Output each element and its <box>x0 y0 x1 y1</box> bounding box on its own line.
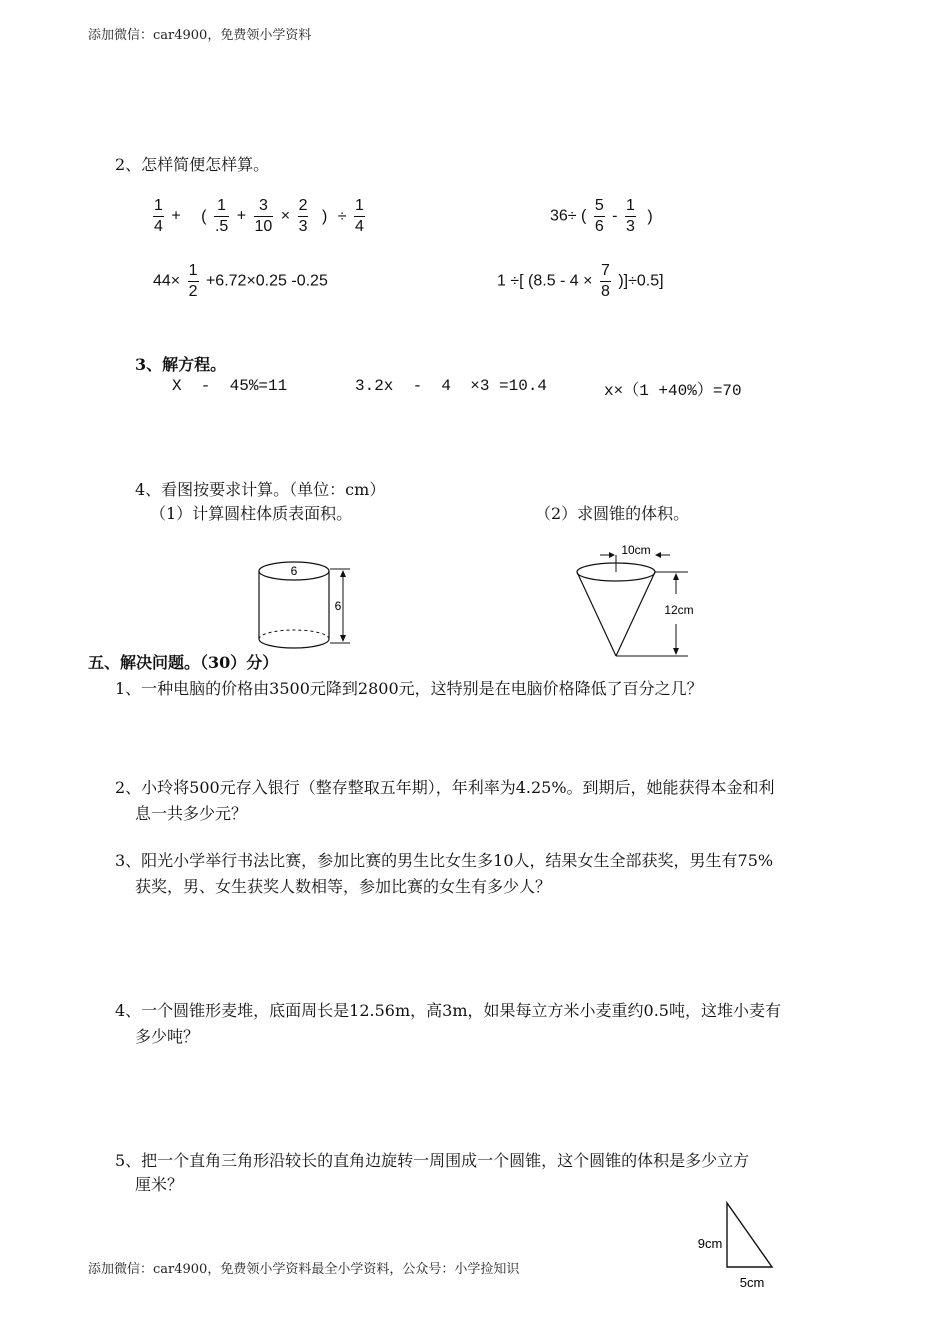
section4-sub1: （1）计算圆柱体质表面积。 <box>150 504 353 523</box>
question-5-line1: 5、把一个直角三角形沿较长的直角边旋转一周围成一个圆锥，这个圆锥的体积是多少立方 <box>115 1151 750 1170</box>
section2-title: 2、怎样简便怎样算。 <box>115 155 270 174</box>
fraction: $\frac{5}{6}$ <box>594 197 604 235</box>
cylinder-height-label: 6 <box>334 599 342 613</box>
question-2-line2: 息一共多少元？ <box>135 804 248 823</box>
fraction: $\frac{2}{3}$ <box>298 197 308 235</box>
question-4-line1: 4、一个圆锥形麦堆，底面周长是12.56m，高3m，如果每立方米小麦重约0.5吨，这堆小麦有 <box>115 1001 781 1020</box>
page-header: 添加微信：car4900，免费领小学资料 <box>88 28 312 43</box>
fraction: $\frac{1}{.5}$ <box>214 197 229 235</box>
fraction: $\frac{1}{4}$ <box>154 197 163 235</box>
question-1: 1、一种电脑的价格由3500元降到2800元，这特别是在电脑价格降低了百分之几？ <box>115 679 703 698</box>
cone-diameter-label: 10cm <box>621 543 651 557</box>
section3-title: 3、解方程。 <box>135 355 227 374</box>
expr1: $\frac{1}{4}$ + ( $\frac{1}{.5}$ + $\frac{3}{10}$ × $\frac{2}{3}$ ) ÷ $\frac{1}{4}$ <box>154 197 364 235</box>
page-footer: 添加微信：car4900，免费领小学资料最全小学资料，公众号：小学捡知识 <box>88 1262 520 1277</box>
equation-3: x×（1 +40%）=70 <box>604 382 742 400</box>
fraction: $\frac{3}{10}$ <box>254 197 273 235</box>
cylinder-figure <box>250 555 360 655</box>
triangle-figure <box>690 1195 790 1295</box>
fraction: $\frac{1}{3}$ <box>625 197 635 235</box>
section5-title: 五、解决问题。（30）分） <box>88 653 279 672</box>
triangle-height-label: 9cm <box>697 1236 723 1251</box>
fraction: $\frac{7}{8}$ <box>600 262 610 300</box>
cylinder-diameter-label: 6 <box>290 564 298 578</box>
section4-sub2: （2）求圆锥的体积。 <box>535 504 690 523</box>
question-4-line2: 多少吨？ <box>135 1027 200 1046</box>
fraction: $\frac{1}{2}$ <box>188 262 198 300</box>
question-3-line2: 获奖，男、女生获奖人数相等，参加比赛的女生有多少人？ <box>135 877 552 896</box>
equation-1: X - 45%=11 <box>172 377 288 395</box>
expr2: 36÷ ( $\frac{5}{6}$ - $\frac{1}{3}$ ) <box>550 197 653 235</box>
question-5-line2: 厘米？ <box>135 1175 184 1194</box>
cone-figure <box>570 538 700 668</box>
cone-height-label: 12cm <box>664 603 694 617</box>
expr3: 44× $\frac{1}{2}$ +6.72×0.25 -0.25 <box>153 262 328 300</box>
question-2-line1: 2、小玲将500元存入银行（整存整取五年期），年利率为4.25%。到期后，她能获得本金和利 <box>115 778 775 797</box>
expr4: 1 ÷[ (8.5 - 4 × $\frac{7}{8}$ )]÷0.5] <box>497 262 664 300</box>
fraction: $\frac{1}{4}$ <box>354 197 364 235</box>
section4-title: 4、看图按要求计算。（单位：cm） <box>135 480 386 499</box>
equation-2: 3.2x - 4 ×3 =10.4 <box>355 377 548 395</box>
triangle-base-label: 5cm <box>739 1275 765 1290</box>
question-3-line1: 3、阳光小学举行书法比赛，参加比赛的男生比女生多10人，结果女生全部获奖，男生有75% <box>115 851 774 870</box>
